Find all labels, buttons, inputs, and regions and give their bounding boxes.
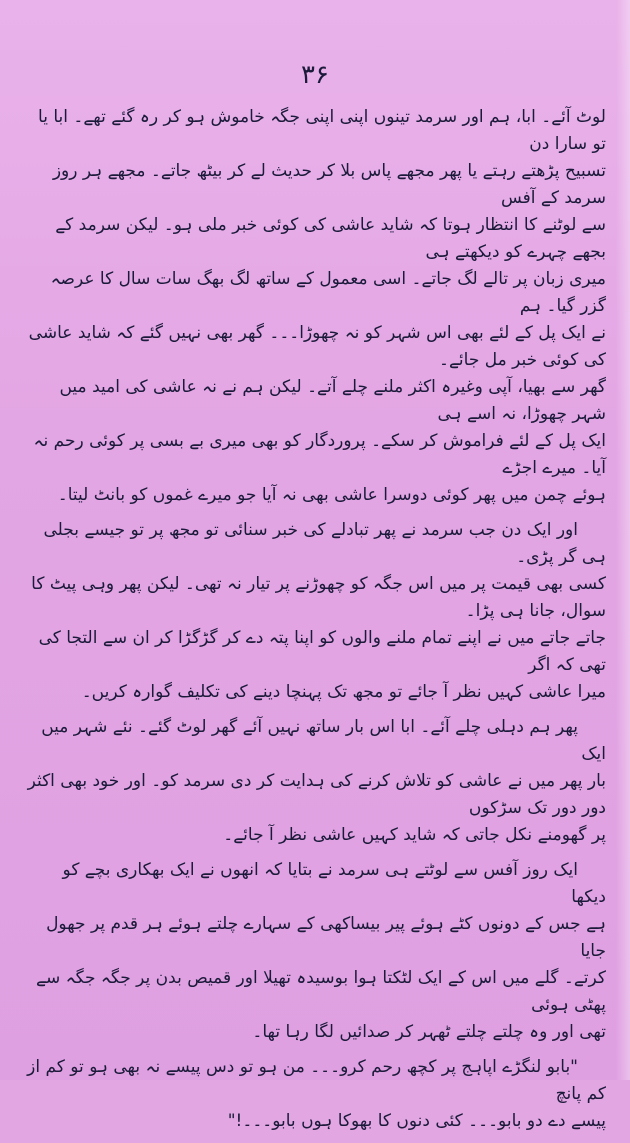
paragraph-4: ایک روز آفس سے لوٹتے ہی سرمد نے بتایا کہ انھوں نے ایک بھکاری بچے کو دیکھا ہے جس کے دونوں کٹے ہوئے پیر بیساکھی کے سہارے چلتے ہوئے ہر قدم پر جھول جایا کرتے۔ گلے میں اس کے ایک لٹکتا ہوا بوسیدہ تھیلا اور قمیص بدن پر جگہ جگہ سے پھٹی ہوئی تھی اور وہ چلتے چلتے ٹھہر کر صدائیں لگا رہا تھا۔	[36, 860, 606, 1042]
page-text	[26, 104, 606, 1143]
paragraph-1: لوٹ آئے۔ ابا، ہم اور سرمد تینوں اپنی اپنی جگہ خاموش ہو کر رہ گئے تھے۔ ابا یا تو سارا دن تسبیح پڑھتے رہتے یا پھر مجھے پاس بلا کر حدیث لے کر بیٹھ جاتے۔ مجھے ہر روز سرمد کے آفس سے لوٹنے کا انتظار ہوتا کہ شاید عاشی کی کوئی خبر ملی ہو۔ لیکن سرمد کے بجھے چہرے کو دیکھتے ہی میری زبان پر تالے لگ جاتے۔ اسی معمول کے ساتھ لگ بھگ سات سال کا عرصہ گزر گیا۔ ہم نے ایک پل کے لئے بھی اس شہر کو نہ چھوڑا۔۔۔ گھر بھی نہیں گئے کہ شاید عاشی کی کوئی خبر مل جائے۔ گھر سے بھیا، آپی وغیرہ اکثر ملنے چلے آتے۔ لیکن ہم نے نہ عاشی کی امید میں شہر چھوڑا، نہ اسے ہی ایک پل کے لئے فراموش کر سکے۔ پروردگار کو بھی میری بے بسی پر کوئی رحم نہ آیا۔ میرے اجڑے ہوئے چمن میں پھر کوئی دوسرا عاشی بھی نہ آیا جو میرے غموں کو بانٹ لیتا۔	[28, 107, 606, 505]
page-number: ۳۶	[301, 60, 329, 90]
page-edge-shadow	[616, 0, 630, 1080]
paragraph-2: اور ایک دن جب سرمد نے پھر تبادلے کی خبر سنائی تو مجھ پر تو جیسے بجلی ہی گر پڑی۔ کسی بھی قیمت پر میں اس جگہ کو چھوڑنے پر تیار نہ تھی۔ لیکن پھر وہی پیٹ کا سوال، جانا ہی پڑا۔ جاتے جاتے میں نے اپنے تمام ملنے والوں کو اپنا پتہ دے کر گڑگڑا کر ان سے التجا کی تھی کہ اگر میرا عاشی کہیں نظر آ جائے تو مجھ تک پہنچا دینے کی تکلیف گوارہ کریں۔	[31, 520, 606, 702]
paragraph-3: پھر ہم دہلی چلے آئے۔ ابا اس بار ساتھ نہیں آئے گھر لوٹ گئے۔ نئے شہر میں ایک بار پھر میں نے عاشی کو تلاش کرنے کی ہدایت کر دی سرمد کو۔ اور خود بھی اکثر دور دور تک سڑکوں پر گھومنے نکل جاتی کہ شاید کہیں عاشی نظر آ جائے۔	[27, 717, 606, 845]
paragraph-5: "بابو لنگڑے اپاہج پر کچھ رحم کرو۔۔۔ من ہو تو دس پیسے نہ بھی ہو تو کم از کم پانچ پیسے دے دو بابو۔۔۔ کئی دنوں کا بھوکا ہوں بابو۔۔۔!"	[27, 1057, 606, 1131]
